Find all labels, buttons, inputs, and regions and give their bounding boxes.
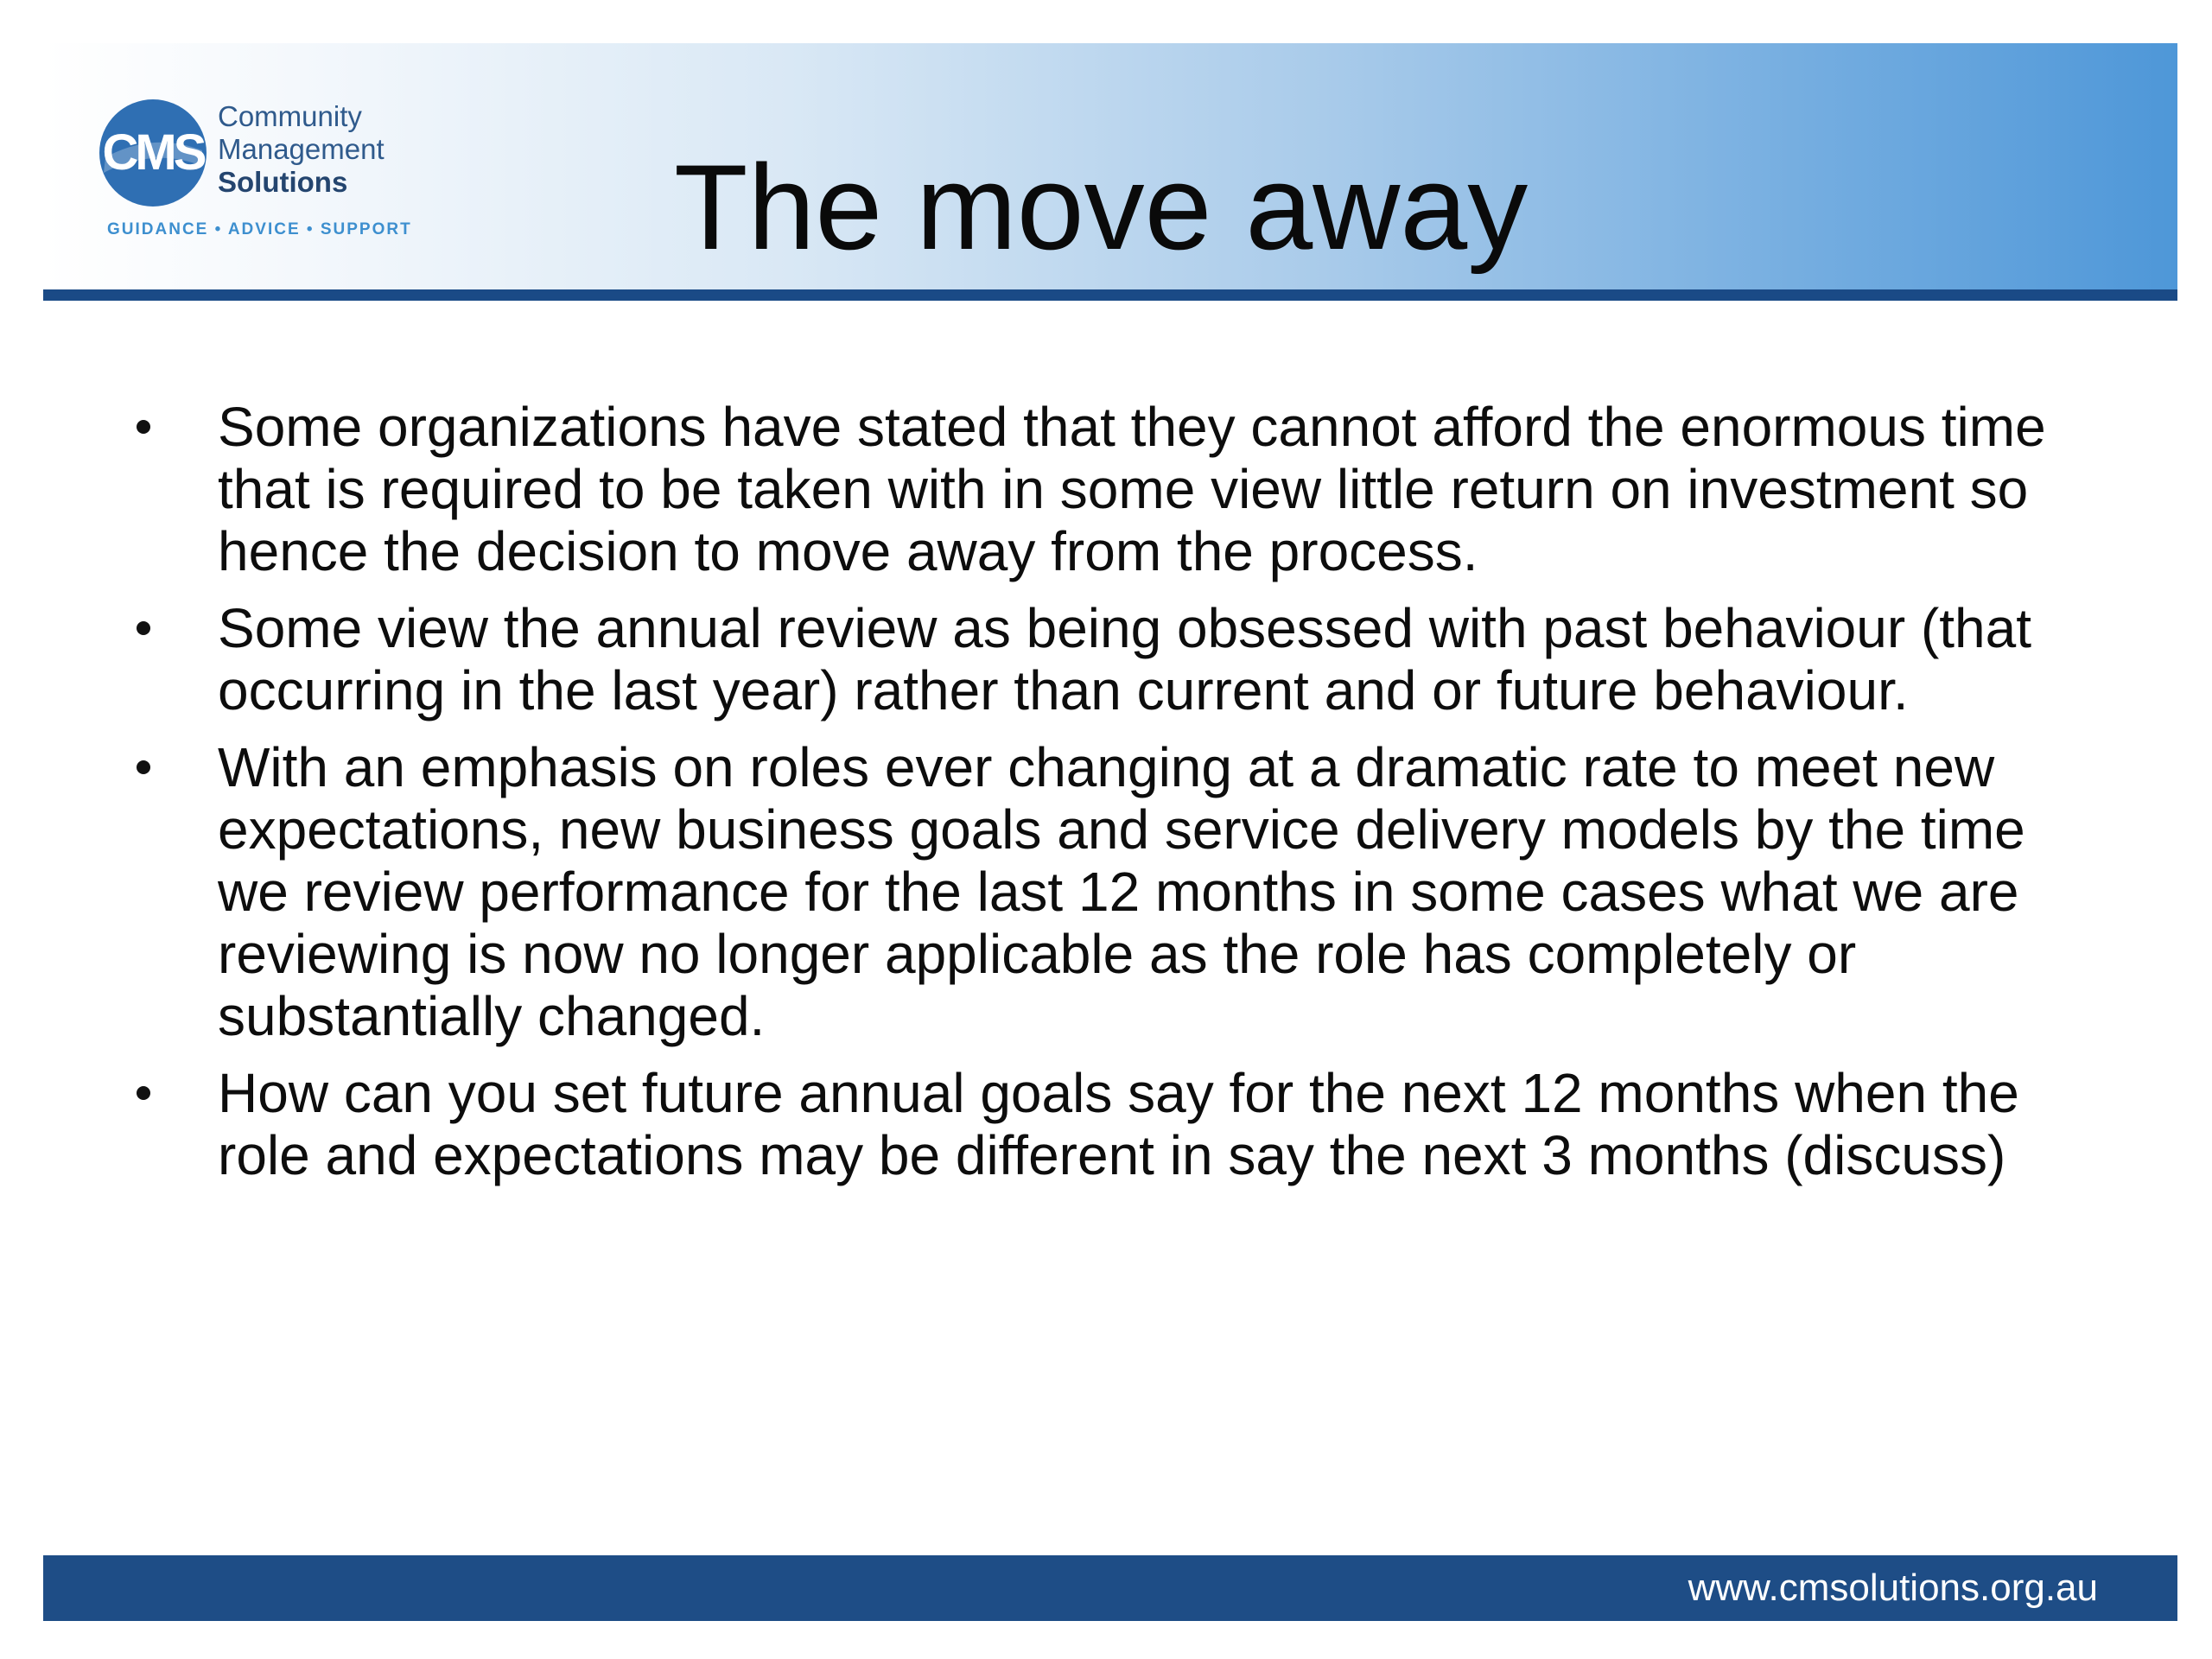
logo-word-management: Management xyxy=(218,133,385,165)
bullet-dot-icon xyxy=(137,621,150,635)
bullet-text: Some view the annual review as being obsessed with past behaviour (that occurring in the last year) rather than current and or future behaviour. xyxy=(218,597,2031,721)
bullet-text: With an emphasis on roles ever changing at a dramatic rate to meet new expectations, new business goals and service delivery models by the time we review performance for the last 12 months in some cases what we are reviewing is now no longer applicable as the role has completely or substantially changed. xyxy=(218,736,2025,1047)
cms-logo-icon xyxy=(97,97,209,209)
logo-mark-text: CMS xyxy=(102,124,204,181)
bullet-item xyxy=(130,396,2082,582)
slide-title: The move away xyxy=(674,139,1529,275)
bullet-item xyxy=(130,1062,2082,1186)
bullet-item xyxy=(130,597,2082,721)
bullet-dot-icon xyxy=(137,1086,150,1100)
footer-website-link[interactable]: www.cmsolutions.org.au xyxy=(1688,1567,2098,1609)
footer-bar xyxy=(43,1555,2177,1621)
bullet-item xyxy=(130,736,2082,1047)
bullet-list xyxy=(130,396,2082,1201)
company-logo xyxy=(97,97,416,248)
header-divider xyxy=(43,289,2177,301)
logo-wordmark xyxy=(218,100,385,199)
bullet-text: How can you set future annual goals say for the next 12 months when the role and expectations may be different in say the next 3 months (discuss) xyxy=(218,1062,2019,1186)
bullet-dot-icon xyxy=(137,760,150,774)
bullet-text: Some organizations have stated that they cannot afford the enormous time that is required to be taken with in some view little return on investment so hence the decision to move away from the process. xyxy=(218,396,2046,582)
bullet-dot-icon xyxy=(137,420,150,434)
logo-tagline: GUIDANCE • ADVICE • SUPPORT xyxy=(107,220,412,238)
logo-word-community: Community xyxy=(218,100,362,132)
logo-word-solutions: Solutions xyxy=(218,166,348,198)
